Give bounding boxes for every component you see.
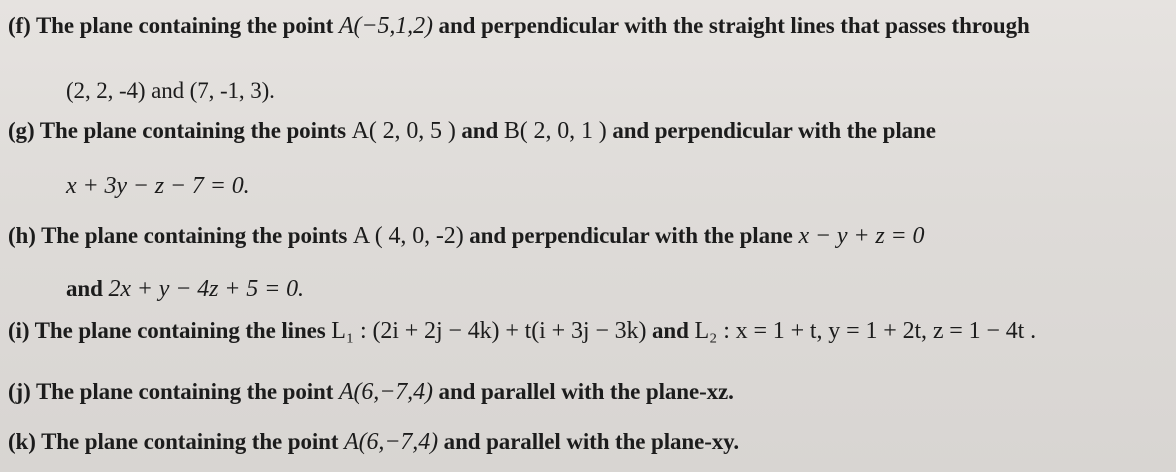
item-i-text-b: and (652, 318, 689, 343)
item-f-label: (f) (8, 13, 31, 38)
item-i-line-L2: L₂ : x = 1 + t, y = 1 + 2t, z = 1 − 4t . (694, 318, 1037, 344)
item-g-point-a: A( 2, 0, 5 ) (351, 118, 456, 144)
item-i-label: (i) (8, 318, 30, 343)
item-j-text-a: The plane containing the point (35, 379, 334, 404)
item-h-text-a: The plane containing the points (41, 223, 348, 248)
item-f-text-a: The plane containing the point (35, 13, 334, 38)
item-g-line-1 (8, 117, 936, 145)
item-f-text-b: and perpendicular with the straight lines that passes through (438, 13, 1030, 38)
item-g-text-a: The plane containing the points (39, 118, 346, 143)
item-h-plane-1: x − y + z = 0 (798, 223, 925, 249)
item-k-label: (k) (8, 429, 36, 454)
item-h-line-1 (8, 222, 924, 250)
item-k-text-a: The plane containing the point (41, 429, 339, 454)
item-g-text-c: and perpendicular with the plane (612, 118, 936, 143)
item-g-plane-equation: x + 3y − z − 7 = 0. (66, 173, 250, 199)
item-f-line-2: (2, 2, -4) and (7, -1, 3). (66, 78, 275, 103)
item-j-text-b: and parallel with the plane-xz. (438, 379, 734, 404)
item-f-line-1 (8, 12, 1030, 40)
item-k-text-b: and parallel with the plane-xy. (443, 429, 739, 454)
item-i-text-a: The plane containing the lines (34, 318, 326, 343)
item-h-point: A ( 4, 0, -2) (352, 223, 464, 249)
item-h-label: (h) (8, 223, 36, 248)
item-h-plane-2: 2x + y − 4z + 5 = 0. (108, 276, 304, 302)
item-i-line-L1: L₁ : (2i + 2j − 4k) + t(i + 3j − 3k) (331, 318, 647, 344)
item-j-line (8, 378, 734, 406)
item-g-text-b: and (461, 118, 499, 143)
item-h-and: and (66, 276, 103, 301)
item-j-label: (j) (8, 379, 31, 404)
item-i-line-1 (8, 317, 1036, 345)
item-g-point-b: B( 2, 0, 1 ) (503, 118, 607, 144)
item-k-point: A(6,−7,4) (344, 429, 439, 455)
item-j-point: A(6,−7,4) (338, 379, 433, 405)
item-g-label: (g) (8, 118, 35, 143)
item-h-text-b: and perpendicular with the plane (469, 223, 793, 248)
item-k-line (8, 428, 739, 456)
item-h-line-2 (66, 275, 304, 303)
item-f-point: A(−5,1,2) (338, 13, 433, 39)
